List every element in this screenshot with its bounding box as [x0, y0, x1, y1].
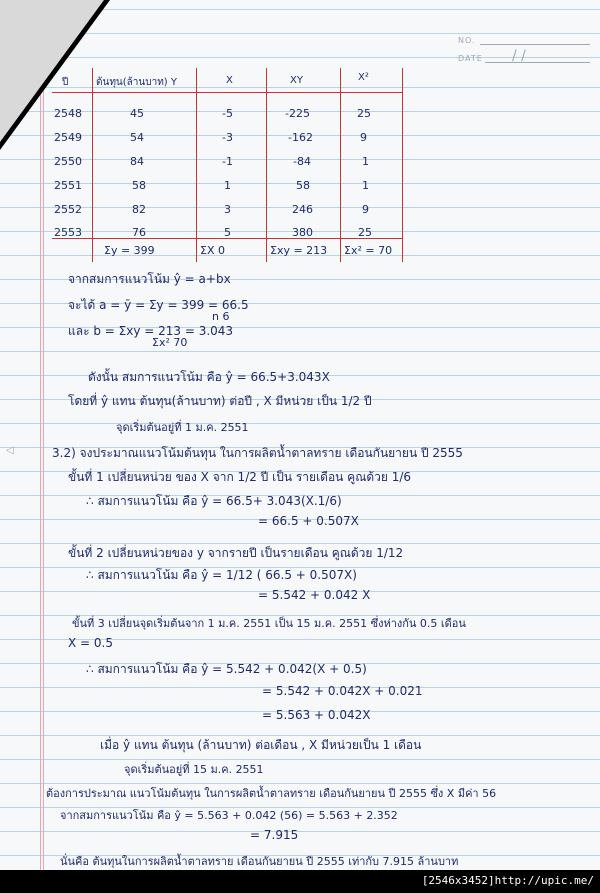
solution-line: ต้องการประมาณ แนวโน้มต้นทุน ในการผลิตน้ำตาลทราย เดือนกันยายน ปี 2555 ซึ่ง X มีค่า 56 [46, 787, 497, 800]
date-separators: / / [512, 48, 526, 64]
solution-line: จากสมการแนวโน้ม คือ ŷ = 5.563 + 0.042 (56) = 5.563 + 2.352 [60, 809, 398, 822]
table-header-cost: ต้นทุน(ล้านบาท) Y [96, 77, 177, 88]
margin-arrow-icon: ◁ [6, 445, 14, 456]
table-cell: 9 [360, 131, 367, 144]
table-cell: 45 [130, 107, 144, 120]
table-cell: 76 [132, 226, 146, 239]
solution-line: = 7.915 [250, 828, 299, 842]
table-cell: 1 [362, 155, 369, 168]
table-cell: -84 [293, 155, 311, 168]
solution-line: = 66.5 + 0.507X [258, 514, 359, 528]
solution-line: จะได้ a = ȳ = Σy = 399 = 66.5 [68, 298, 249, 312]
table-cell: 25 [358, 226, 372, 239]
solution-line: จากสมการแนวโน้ม ŷ = a+bx [68, 272, 231, 286]
table-cell: 246 [292, 203, 313, 216]
solution-line: ดังนั้น สมการแนวโน้ม คือ ŷ = 66.5+3.043X [88, 370, 330, 384]
date-line [485, 62, 590, 63]
solution-line: X = 0.5 [68, 636, 113, 650]
solution-line: นั่นคือ ต้นทุนในการผลิตน้ำตาลทราย เดือนกันยายน ปี 2555 เท่ากับ 7.915 ล้านบาท [60, 855, 459, 868]
table-header-xy: XY [290, 75, 303, 86]
table-cell: 2548 [54, 107, 82, 120]
footer-watermark: [2546x3452]http://upic.me/ [421, 874, 594, 887]
table-header-year: ปี [62, 77, 69, 88]
table-cell: 58 [296, 179, 310, 192]
solution-line: ∴ สมการแนวโน้ม คือ ŷ = 1/12 ( 66.5 + 0.507X) [86, 568, 357, 582]
table-header-x2: X² [358, 72, 369, 83]
table-cell: 84 [130, 155, 144, 168]
page-corner-fold-shade [0, 0, 104, 142]
table-col-line-2 [196, 68, 197, 262]
table-cell: 54 [130, 131, 144, 144]
date-label: DATE [458, 54, 483, 63]
table-cell: 2553 [54, 226, 82, 239]
solution-line: ∴ สมการแนวโน้ม คือ ŷ = 5.542 + 0.042(X + 0.5) [86, 662, 367, 676]
solution-line: จุดเริ่มต้นอยู่ที่ 1 ม.ค. 2551 [116, 421, 249, 434]
table-cell: 2552 [54, 203, 82, 216]
table-cell: -162 [288, 131, 313, 144]
solution-line: ขั้นที่ 3 เปลี่ยนจุดเริ่มต้นจาก 1 ม.ค. 2551 เป็น 15 ม.ค. 2551 ซึ่งห่างกัน 0.5 เดือน [72, 617, 466, 630]
table-cell: 2549 [54, 131, 82, 144]
no-line [480, 44, 590, 45]
solution-line: ∴ สมการแนวโน้ม คือ ŷ = 66.5+ 3.043(X.1/6) [86, 494, 342, 508]
solution-line: ขั้นที่ 1 เปลี่ยนหน่วย ของ X จาก 1/2 ปี เป็น รายเดือน คูณด้วย 1/6 [68, 470, 412, 484]
table-col-line-3 [266, 68, 267, 262]
table-cell: 2551 [54, 179, 82, 192]
table-header-x: X [226, 75, 233, 86]
table-cell: 3 [224, 203, 231, 216]
table-cell: 58 [132, 179, 146, 192]
solution-line: เมื่อ ŷ แทน ต้นทุน (ล้านบาท) ต่อเดือน , X มีหน่วยเป็น 1 เดือน [100, 738, 422, 752]
solution-line: = 5.563 + 0.042X [262, 708, 371, 722]
table-cell: -3 [222, 131, 233, 144]
table-col-line-4 [340, 68, 341, 262]
table-cell: -5 [222, 107, 233, 120]
table-cell: 1 [224, 179, 231, 192]
solution-line: และ b = Σxy = 213 = 3.043 [68, 324, 234, 338]
table-cell: 2550 [54, 155, 82, 168]
table-sum-xy: Σxy = 213 [270, 244, 328, 257]
solution-line: โดยที่ ŷ แทน ต้นทุน(ล้านบาท) ต่อปี , X มีหน่วย เป็น 1/2 ปี [68, 394, 372, 408]
no-label: NO. [458, 36, 476, 45]
table-sum-x2: Σx² = 70 [344, 244, 393, 257]
table-cell: -1 [222, 155, 233, 168]
solution-line: Σx² 70 [152, 336, 188, 349]
table-col-line-5 [402, 68, 403, 262]
solution-line: 3.2) จงประมาณแนวโน้มต้นทุน ในการผลิตน้ำตาลทราย เดือนกันยายน ปี 2555 [52, 446, 463, 460]
table-cell: 25 [357, 107, 371, 120]
solution-line: = 5.542 + 0.042X + 0.021 [262, 684, 423, 698]
table-cell: 5 [224, 226, 231, 239]
solution-line: = 5.542 + 0.042 X [258, 588, 371, 602]
table-cell: 9 [362, 203, 369, 216]
table-cell: 380 [292, 226, 313, 239]
table-sum-y: Σy = 399 [104, 244, 155, 257]
solution-line: ขั้นที่ 2 เปลี่ยนหน่วยของ y จากรายปี เป็นรายเดือน คูณด้วย 1/12 [68, 546, 404, 560]
table-cell: 1 [362, 179, 369, 192]
solution-line: n 6 [212, 310, 230, 323]
solution-line: จุดเริ่มต้นอยู่ที่ 15 ม.ค. 2551 [124, 763, 264, 776]
table-cell: 82 [132, 203, 146, 216]
table-cell: -225 [285, 107, 310, 120]
table-sum-x: ΣX 0 [200, 244, 225, 257]
footer-bar [0, 870, 600, 893]
